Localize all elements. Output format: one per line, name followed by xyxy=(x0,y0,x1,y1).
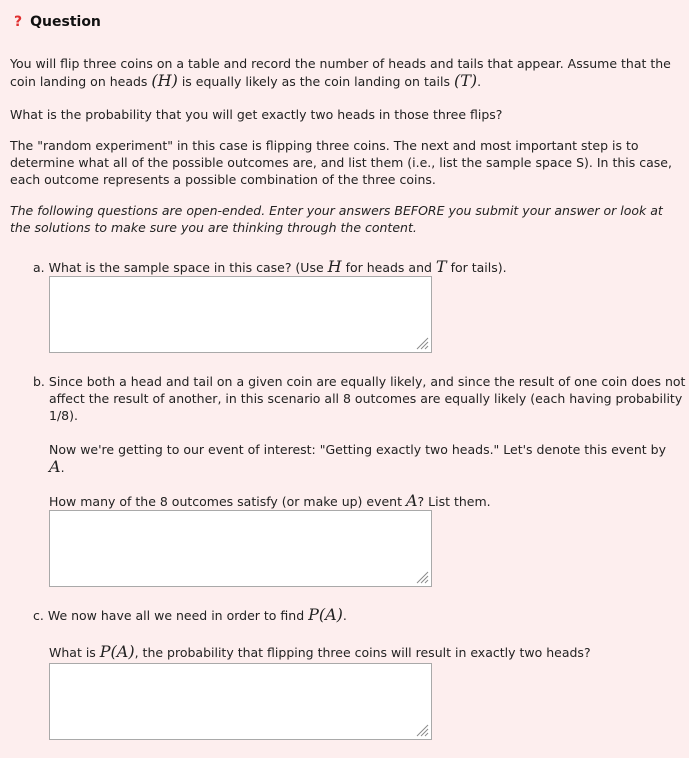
part-b-question: How many of the 8 outcomes satisfy (or make up) event A? List them. xyxy=(49,491,491,510)
intro-paragraph: You will flip three coins on a table and record the number of heads and tails that appear. Assume that the coin landing on heads (H) is equally likely as the coin landing on tails (T). xyxy=(10,56,671,90)
answer-b-textarea[interactable] xyxy=(49,510,432,587)
question-mark-icon: ? xyxy=(14,13,23,30)
question-prompt: What is the probability that you will get exactly two heads in those three flips? xyxy=(10,107,503,122)
part-b-explanation: b. Since both a head and tail on a given coin are equally likely, and since the result of one coin does not affect the result of another, in this scenario all 8 outcomes are equally likely (each having probability 1/8). xyxy=(33,374,686,423)
part-c-question: What is P(A), the probability that flipping three coins will result in exactly two heads? xyxy=(49,642,591,661)
tails-symbol: (T) xyxy=(453,71,478,90)
resize-grip-icon[interactable] xyxy=(415,570,429,584)
answer-a-textarea[interactable] xyxy=(49,276,432,353)
part-c-intro: c. We now have all we need in order to find P(A). xyxy=(33,605,347,624)
answer-c-textarea[interactable] xyxy=(49,663,432,740)
experiment-description: The "random experiment" in this case is flipping three coins. The next and most important step is to determine what all of the possible outcomes are, and list them (i.e., list the sample space S). In this case, each outcome represents a possible combination of the three coins. xyxy=(10,138,672,187)
resize-grip-icon[interactable] xyxy=(415,723,429,737)
question-header xyxy=(14,12,101,32)
question-title: Question xyxy=(30,13,101,30)
part-a-question: a. What is the sample space in this case? (Use H for heads and T for tails). xyxy=(33,257,507,276)
heads-symbol: (H) xyxy=(151,71,178,90)
part-b-event: Now we're getting to our event of interest: "Getting exactly two heads." Let's denote this event by A. xyxy=(49,442,666,476)
resize-grip-icon[interactable] xyxy=(415,336,429,350)
open-ended-note: The following questions are open-ended. Enter your answers BEFORE you submit your answer or look at the solutions to make sure you are thinking through the content. xyxy=(10,203,663,235)
